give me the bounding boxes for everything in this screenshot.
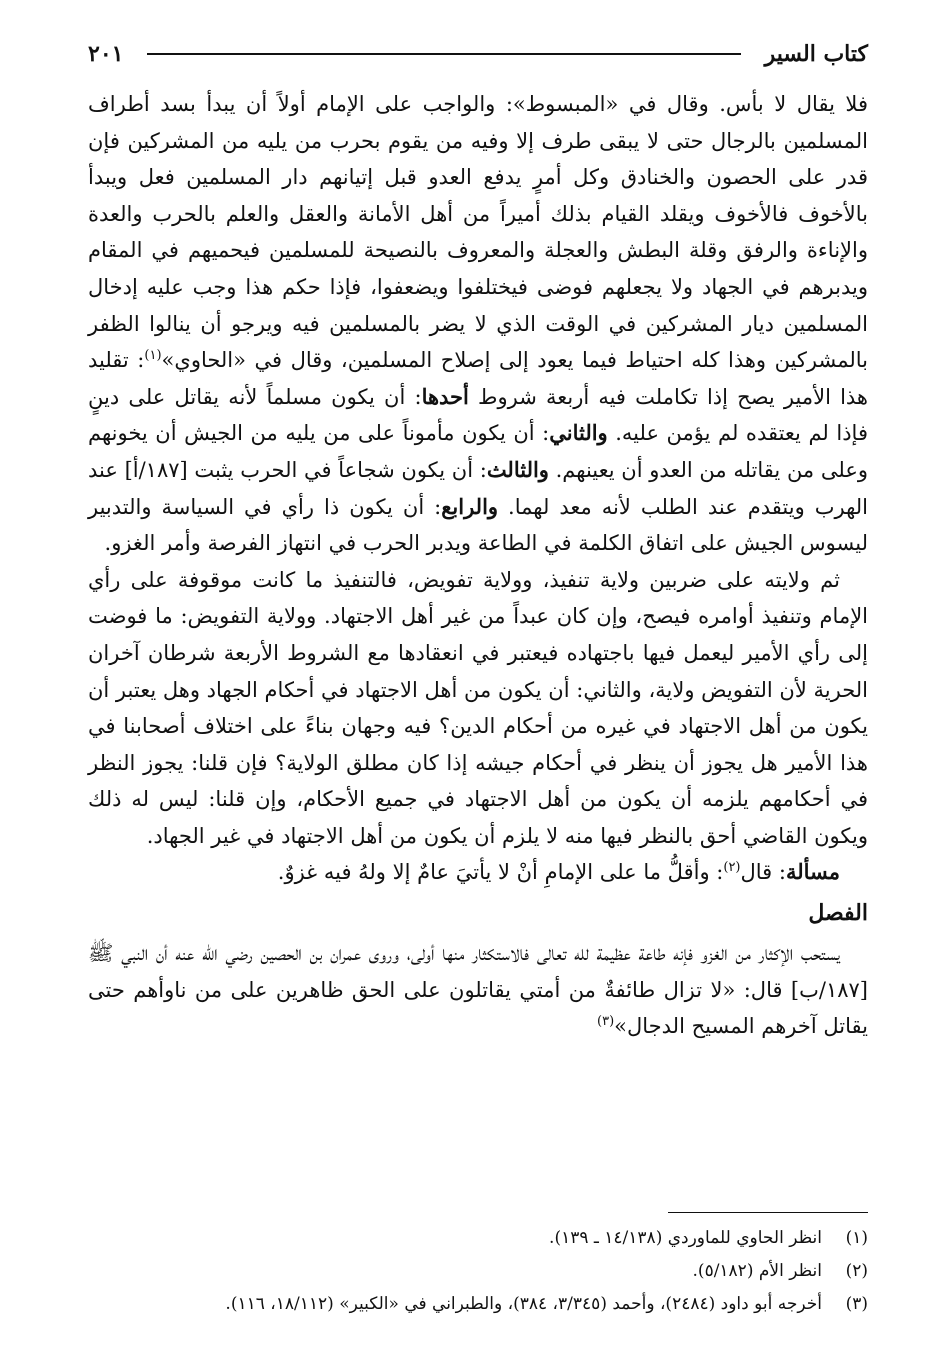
footnote-item [88,1255,868,1288]
masala-paragraph [88,854,868,891]
footnote-number: (٣) [845,1294,868,1314]
footnote-number: (١) [845,1228,868,1248]
footnotes [88,1222,868,1321]
footnote-item [88,1222,868,1255]
book-title: كتاب السير [764,41,868,67]
page-number: ٢٠١ [88,41,124,67]
running-header [88,30,868,78]
paragraph-1 [88,86,868,562]
footnote-text: انظر الحاوي للماوردي (١٤/١٣٨ ـ ١٣٩). [549,1228,822,1248]
footnote-item [88,1288,868,1321]
text-run: : تقليد هذا الأمير يصح إذا تكاملت فيه أربعة شروط [88,348,869,409]
footnote-text: أخرجه أبو داود (٢٤٨٤)، وأحمد (٣/٣٤٥، ٣٨٤)، والطبراني في «الكبير» (١٨/١١٢، ١١٦). [225,1294,822,1314]
book-page [88,30,868,1350]
footnote-number: (٢) [845,1261,868,1281]
paragraph-3 [88,935,868,1045]
section-heading: الفصل [808,900,868,927]
footnote-text: انظر الأم (٥/١٨٢). [692,1261,822,1281]
text-run: فلا يقال لا بأس. وقال في «المبسوط»: والواجب على الإمام أولاً أن يبدأ بسد أطراف المسلمين بالرجال حتى لا يبقى طرف إلا وفيه من يقوم بحرب من يليه من المشركين فإن قدر على الحصون والخنادق وكل أمرٍ يدفع العدو قبل إتيانهم دار المسلمين فعل ويبدأ بالأخوف فالأخوف ويقلد القيام بذلك أميراً من أهل الأمانة والعقل والعلم بالحرب والعدة والإناءة والرفق وقلة البطش والعجلة والمعروف بالنصيحة للمسلمين فيحميهم في المقام ويدبرهم في الجهاد ولا يجعلهم فوضى فيختلفوا ويضعفوا، فإذا حكم هذا وجب عليه إدخال المسلمين ديار المشركين في الوقت الذي لا يضر بالمسلمين فيه ويرجو أن ينالوا الظفر بالمشركين وهذا كله احتياط فيما يعود إلى إصلاح المسلمين، وقال في «الحاوي» [88,92,869,373]
footnote-ref-3: (٣) [597,1014,615,1030]
text-run: : وأقلُّ ما على الإمامِ أنْ لا يأتيَ عامٌ إلا ولهُ فيه غزوٌ. [277,860,724,885]
text-run: يستحب الإكثار من الغزو فإنه طاعة عظيمة لله تعالى فالاستكثار منها أولى، وروى عمران بن الحصين رضي الله عنه أن النبي ﷺ [١٨٧/ب] قال: «لا تزال طائفةٌ من أمتي يقاتلون على الحق ظاهرين على من ناوأهم حتى يقاتل آخرهم المسيح الدجال» [88,941,868,1039]
text-run: : أن يكون شجاعاً في الحرب يثبت [١٨٧/أ] عند الهرب ويتقدم عند الطلب لأنه معد لهما. [88,457,868,519]
main-text [88,86,868,1045]
footnote-ref-1: (١) [144,348,162,364]
text-run: : قال [740,860,786,885]
text-run: : أن يكون ذا رأي في السياسة والتدبير ليسوس الجيش على اتفاق الكلمة في الطاعة ويدبر الحرب في انتهاز الفرصة وأمر الغزو. [88,494,868,556]
bold-term-second: والثاني [549,420,608,446]
text-run: : أن يكون مسلماً لأنه يقاتل على دينٍ فإذا لم يعتقده لم يؤمن عليه. [88,384,868,446]
text-run: : أن يكون مأموناً على من يليه من الجيش أن يخونهم وعلى من يقاتله من العدو أن يعينهم. [88,421,868,482]
footnote-separator [668,1212,868,1213]
header-rule [147,53,740,55]
bold-term-fourth: والرابع [441,493,499,519]
masala-label: مسألة [785,859,840,885]
bold-term-third: والثالث [486,456,549,482]
footnote-ref-2: (٢) [723,860,741,876]
paragraph-2: ثم ولايته على ضربين ولاية تنفيذ، وولاية تفويض، فالتنفيذ ما كانت موقوفة على رأي الإمام وتنفيذ أوامره فيصح، وإن كان عبداً من غير أهل الاجتهاد. وولاية التفويض: ما فوضت إلى رأي الأمير ليعمل فيها باجتهاده فيعتبر في انعقادها مع الشروط الأربعة شرطان آخران الحرية لأن التفويض ولاية، والثاني: أن يكون من أهل الاجتهاد في أحكام الجهاد وهل يعتبر أن يكون من أهل الاجتهاد في غيره من أحكام الدين؟ فيه وجهان بناءً على اختلاف أصحابنا في هذا الأمير هل يجوز أن ينظر في أحكام جيشه إذا كان مطلق الولاية؟ فإن قلنا: يجوز النظر في أحكامهم يلزمه أن يكون من أهل الاجتهاد في جميع الأحكام، وإن قلنا: ليس له ذلك ويكون القاضي أحق بالنظر فيها منه لا يلزم أن يكون من أهل الاجتهاد في غير الجهاد. [88,567,868,848]
bold-term-first: أحدها [421,383,469,409]
